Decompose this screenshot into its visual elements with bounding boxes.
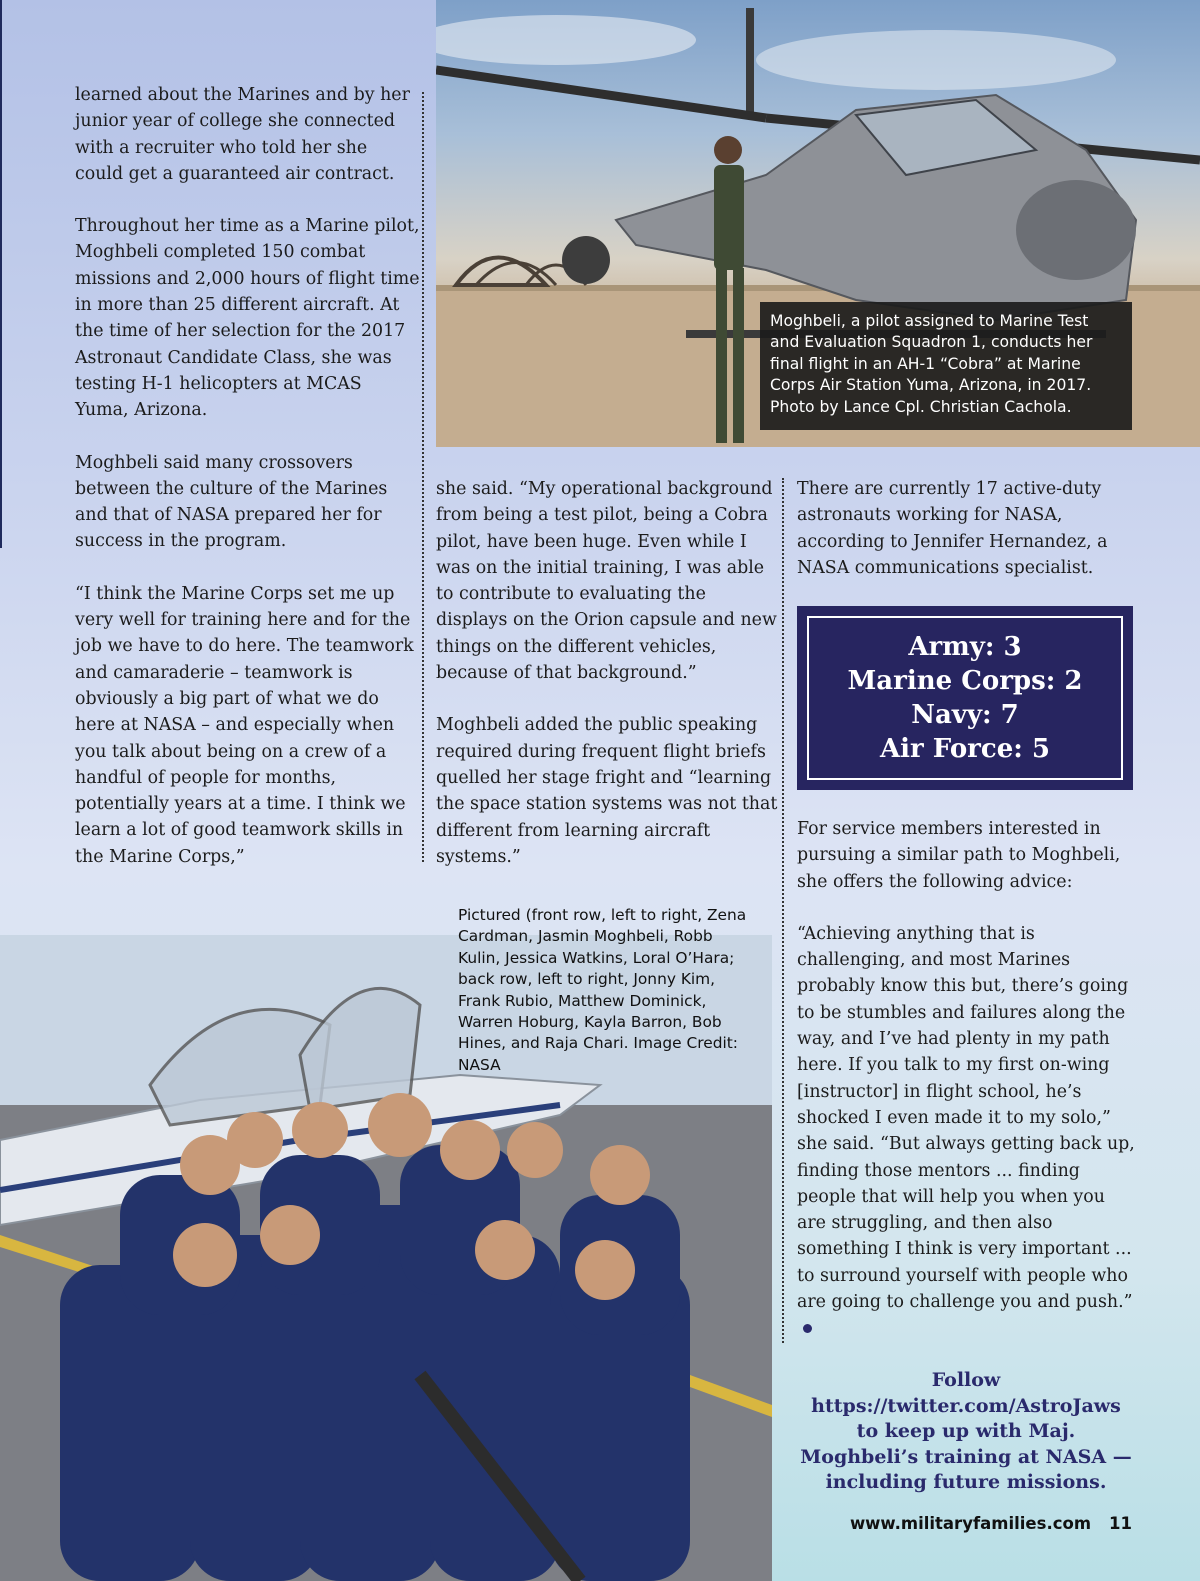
- page-number: 11: [1109, 1514, 1132, 1533]
- stat-air-force: Air Force: 5: [880, 734, 1050, 764]
- edge-accent-bar: [0, 0, 2, 548]
- article-column-2: [436, 476, 778, 870]
- follow-twitter-callout: Follow https://twitter.com/AstroJaws to keep up with Maj. Moghbeli’s training at NASA — including future missions.: [800, 1369, 1132, 1493]
- col3-quote-text: “Achieving anything that is challenging, and most Marines probably know this but, there’s going to be stumbles and failures along the way, and I’ve had plenty in my path here. If you talk to my first on-wing [instructor] in flight school, he’s shocked I even made it to my solo,” she said. “But always getting back up, finding those mentors ... finding people that will help you when you are struggling, and then also something I think is very important ... to surround yourself with people who are going to challenge you and push.”: [797, 923, 1135, 1313]
- col1-paragraph-4: “I think the Marine Corps set me up very well for training here and for the job we have to do here. The teamwork and camaraderie – teamwork is obviously a big part of what we do here at NASA – and especially when you talk about being on a crew of a handful of people for months, potentially years at a time. I think we learn a lot of good teamwork skills in the Marine Corps,”: [75, 583, 414, 867]
- article-column-1: [75, 82, 420, 870]
- col1-paragraph-2: Throughout her time as a Marine pilot, Moghbeli completed 150 combat missions and 2,000 hours of flight time in more than 25 different aircraft. At the time of her selection for the 2017 Astronaut Candidate Class, she was testing H-1 helicopters at MCAS Yuma, Arizona.: [75, 216, 420, 421]
- col3-paragraph-2: For service members interested in pursuing a similar path to Moghbeli, she offers the following advice:: [797, 819, 1121, 892]
- article-column-3-top: [797, 476, 1137, 581]
- col3-paragraph-3: [797, 921, 1137, 1342]
- col1-paragraph-3: Moghbeli said many crossovers between the culture of the Marines and that of NASA prepared her for success in the program.: [75, 452, 388, 552]
- article-column-3-bottom: [797, 816, 1137, 1342]
- col2-paragraph-1: she said. “My operational background from being a test pilot, being a Cobra pilot, have been huge. Even while I was on the initial training, I was able to contribute to evaluating the displays on the Orion capsule and new things on the different vehicles, because of that background.”: [436, 479, 777, 684]
- stat-army: Army: 3: [908, 632, 1022, 662]
- column-divider-2: [782, 478, 784, 1343]
- footer-website: www.militaryfamilies.com: [849, 1514, 1092, 1533]
- col2-paragraph-2: Moghbeli added the public speaking required during frequent flight briefs quelled her stage fright and “learning the space station systems was not that different from learning aircraft systems.”: [436, 715, 778, 867]
- team-photo-caption: Pictured (front row, left to right, Zena Cardman, Jasmin Moghbeli, Robb Kulin, Jessica Watkins, Loral O’Hara; back row, left to right, Jonny Kim, Frank Rubio, Matthew Dominick, Warren Hoburg, Kayla Barron, Bob Hines, and Raja Chari. Image Credit: NASA: [458, 906, 747, 1074]
- page-footer: [850, 1514, 1132, 1533]
- column-divider-1: [422, 92, 424, 862]
- end-mark-icon: [803, 1324, 812, 1333]
- col1-paragraph-1: learned about the Marines and by her junior year of college she connected with a recruiter who told her she could get a guaranteed air contract.: [75, 85, 410, 184]
- stat-navy: Navy: 7: [911, 700, 1019, 730]
- military-branch-stats-box: [797, 606, 1133, 790]
- stat-marine-corps: Marine Corps: 2: [847, 666, 1083, 696]
- helicopter-photo-caption: Moghbeli, a pilot assigned to Marine Test and Evaluation Squadron 1, conducts her final flight in an AH-1 “Cobra” at Marine Corps Air Station Yuma, Arizona, in 2017. Photo by Lance Cpl. Christian Cachola.: [760, 302, 1132, 430]
- stats-frame: [807, 616, 1123, 780]
- col3-paragraph-1: There are currently 17 active-duty astronauts working for NASA, according to Jennifer Hernandez, a NASA communications specialist.: [797, 479, 1108, 578]
